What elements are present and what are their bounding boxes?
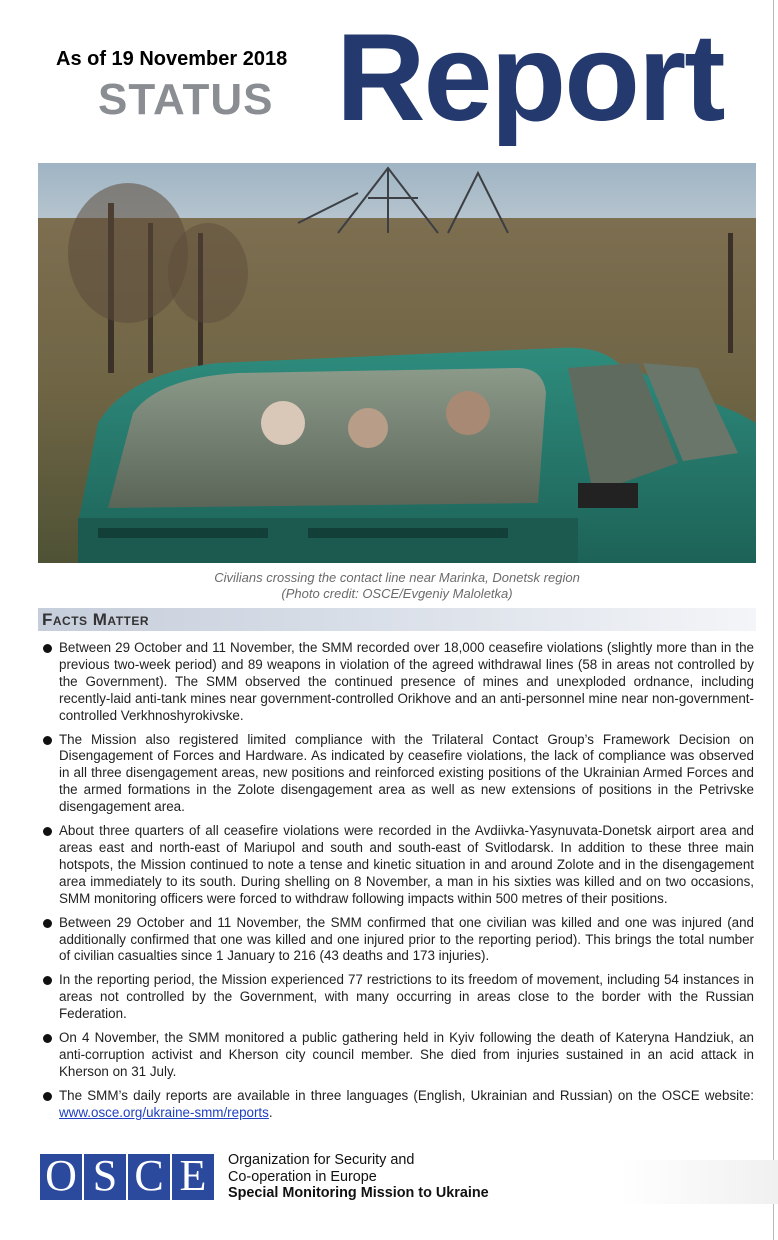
list-item bbox=[40, 823, 754, 908]
organization-name bbox=[228, 1152, 489, 1202]
list-item-text: In the reporting period, the Mission experienced 77 restrictions to its freedom of movement, including 54 instances in areas not controlled by the Government, with many occurring in areas close to the border with the Russian Federation. bbox=[59, 972, 754, 1022]
photo-caption bbox=[38, 570, 756, 602]
logo-letter: E bbox=[172, 1154, 214, 1200]
list-item bbox=[40, 915, 754, 966]
list-item bbox=[40, 732, 754, 817]
list-item-text: On 4 November, the SMM monitored a public gathering held in Kyiv following the death of Kateryna Handziuk, an anti-corruption activist and Kherson city council member. She died from injuries sustained in an acid attack in Kherson on 31 July. bbox=[59, 1030, 754, 1079]
facts-list bbox=[40, 640, 754, 1129]
bullet-dot-icon bbox=[43, 1092, 52, 1101]
list-item-text: About three quarters of all ceasefire violations were recorded in the Avdiivka-Yasynuvata-Donetsk airport area and areas east and north-east of Mariupol and south and south-east of Svitlodarsk. In addition to these three main hotspots, the Mission continued to note a tense and kinetic situation in and around Zolote and in the disengagement area immediately to its south. During shelling on 8 November, a man in his sixties was killed and on two occasions, SMM monitoring officers were forced to withdraw following impacts within 500 metres of their positions. bbox=[59, 823, 754, 906]
section-header-bar bbox=[38, 608, 756, 631]
bullet-dot-icon bbox=[43, 919, 52, 928]
section-title: Facts Matter bbox=[42, 610, 150, 629]
report-heading: Report bbox=[336, 9, 724, 147]
page-edge-rule bbox=[773, 0, 774, 1240]
cover-photo-illustration bbox=[38, 163, 756, 563]
report-date: As of 19 November 2018 bbox=[56, 48, 288, 70]
list-item-end: . bbox=[268, 1104, 273, 1120]
bullet-dot-icon bbox=[43, 976, 52, 985]
list-item-text: Between 29 October and 11 November, the SMM confirmed that one civilian was killed and one was injured (and additionally confirmed that one was killed and one injured prior to the reporting period). This brings the total number of civilian casualties since 1 January to 216 (43 deaths and 173 injuries). bbox=[59, 914, 754, 964]
org-line-3: Special Monitoring Mission to Ukraine bbox=[228, 1185, 489, 1202]
list-item bbox=[40, 1088, 754, 1122]
list-item bbox=[40, 640, 754, 725]
bullet-dot-icon bbox=[43, 644, 52, 653]
list-item-text: The Mission also registered limited compliance with the Trilateral Contact Group’s Framework Decision on Disengagement of Forces and Hardware. As indicated by ceasefire violations, the lack of compliance was observed in all three disengagement areas, new positions and reinforced existing positions of the Ukrainian Armed Forces and the armed formations in the Zolote disengagement area as well as new extensions of positions in the Petrivske disengagement area. bbox=[59, 731, 754, 815]
org-line-1: Organization for Security and bbox=[228, 1152, 415, 1168]
list-item-text: Between 29 October and 11 November, the SMM recorded over 18,000 ceasefire violations (slightly more than in the previous two-week period) and 89 weapons in violation of the agreed withdrawal lines (58 in areas not controlled by the Government). The SMM observed the continued presence of mines and unexploded ordnance, including recently-laid anti-tank mines near government-controlled Orikhove and an anti-personnel mine near non-government-controlled Verkhnoshyrokivske. bbox=[59, 640, 754, 723]
org-line-2: Co-operation in Europe bbox=[228, 1168, 377, 1185]
bullet-dot-icon bbox=[43, 827, 52, 836]
footer-band bbox=[620, 1160, 778, 1204]
list-item-text: The SMM’s daily reports are available in three languages (English, Ukrainian and Russian) on the OSCE website: bbox=[59, 1087, 754, 1103]
caption-line-1: Civilians crossing the contact line near Marinka, Donetsk region bbox=[214, 570, 580, 585]
status-heading: STATUS bbox=[98, 75, 274, 124]
caption-line-2: (Photo credit: OSCE/Evgeniy Maloletka) bbox=[281, 586, 513, 601]
logo-letter: S bbox=[84, 1154, 126, 1200]
logo-letter: C bbox=[128, 1154, 170, 1200]
bullet-dot-icon bbox=[43, 736, 52, 745]
list-item bbox=[40, 1030, 754, 1081]
osce-logo bbox=[40, 1151, 216, 1200]
reports-link[interactable]: www.osce.org/ukraine-smm/reports bbox=[59, 1104, 269, 1120]
logo-letter: O bbox=[40, 1154, 82, 1200]
list-item bbox=[40, 972, 754, 1023]
bullet-dot-icon bbox=[43, 1034, 52, 1043]
cover-photo bbox=[38, 163, 756, 563]
car-graphic bbox=[78, 348, 756, 563]
